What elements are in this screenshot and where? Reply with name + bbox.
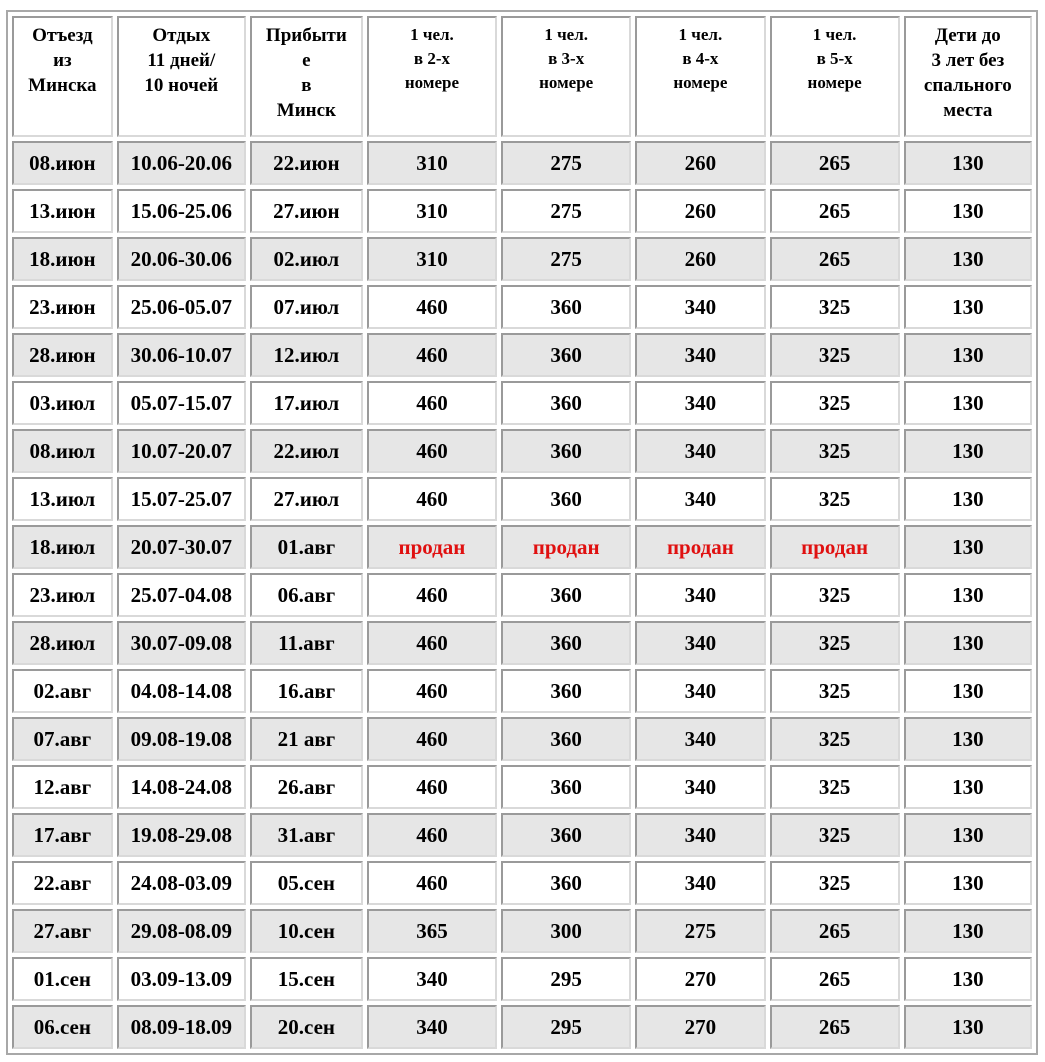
price-double-cell: 460 <box>367 621 497 665</box>
price-triple-cell: продан <box>501 525 631 569</box>
price-triple-cell: 360 <box>501 861 631 905</box>
price-quad-cell: 340 <box>635 573 765 617</box>
price-children-cell: 130 <box>904 765 1032 809</box>
price-children-cell: 130 <box>904 285 1032 329</box>
price-children-cell: 130 <box>904 189 1032 233</box>
table-row <box>12 1005 1032 1049</box>
table-row <box>12 189 1032 233</box>
table-row <box>12 717 1032 761</box>
table-row <box>12 285 1032 329</box>
departure-date-cell: 28.июл <box>12 621 113 665</box>
arrival-date-cell: 15.сен <box>250 957 363 1001</box>
arrival-date-cell: 17.июл <box>250 381 363 425</box>
price-double-cell: 460 <box>367 573 497 617</box>
header-row <box>12 16 1032 137</box>
price-double-cell: продан <box>367 525 497 569</box>
table-row <box>12 573 1032 617</box>
price-double-cell: 460 <box>367 285 497 329</box>
price-triple-cell: 360 <box>501 717 631 761</box>
header-label: 1 чел. в 3-х номере <box>539 25 594 92</box>
header-label: 1 чел. в 5-х номере <box>807 25 862 92</box>
price-double-cell: 460 <box>367 861 497 905</box>
price-children-cell: 130 <box>904 861 1032 905</box>
price-triple-cell: 360 <box>501 621 631 665</box>
table-row <box>12 813 1032 857</box>
arrival-date-cell: 16.авг <box>250 669 363 713</box>
price-triple-cell: 360 <box>501 573 631 617</box>
header-children-under-3 <box>904 16 1032 137</box>
price-quad-cell: 340 <box>635 861 765 905</box>
table-row <box>12 477 1032 521</box>
price-five-cell: 325 <box>770 717 900 761</box>
arrival-date-cell: 10.сен <box>250 909 363 953</box>
price-five-cell: 265 <box>770 957 900 1001</box>
price-double-cell: 460 <box>367 429 497 473</box>
price-triple-cell: 360 <box>501 765 631 809</box>
arrival-date-cell: 31.авг <box>250 813 363 857</box>
price-quad-cell: 260 <box>635 237 765 281</box>
price-double-cell: 310 <box>367 237 497 281</box>
table-row <box>12 141 1032 185</box>
price-triple-cell: 300 <box>501 909 631 953</box>
price-children-cell: 130 <box>904 909 1032 953</box>
header-label: Отдых 11 дней/ 10 ночей <box>144 25 219 96</box>
price-double-cell: 460 <box>367 381 497 425</box>
rest-period-cell: 09.08-19.08 <box>117 717 246 761</box>
rest-period-cell: 24.08-03.09 <box>117 861 246 905</box>
header-label: Прибыти е в Минск <box>265 25 347 121</box>
header-price-five-bed-room <box>770 16 900 137</box>
price-double-cell: 460 <box>367 765 497 809</box>
price-five-cell: 325 <box>770 381 900 425</box>
price-triple-cell: 295 <box>501 1005 631 1049</box>
price-five-cell: 325 <box>770 621 900 665</box>
rest-period-cell: 10.06-20.06 <box>117 141 246 185</box>
header-price-double-room <box>367 16 497 137</box>
departure-date-cell: 28.июн <box>12 333 113 377</box>
arrival-date-cell: 05.сен <box>250 861 363 905</box>
rest-period-cell: 14.08-24.08 <box>117 765 246 809</box>
price-quad-cell: 340 <box>635 813 765 857</box>
arrival-date-cell: 22.июн <box>250 141 363 185</box>
price-quad-cell: 340 <box>635 717 765 761</box>
price-double-cell: 340 <box>367 1005 497 1049</box>
price-triple-cell: 360 <box>501 669 631 713</box>
rest-period-cell: 30.07-09.08 <box>117 621 246 665</box>
price-double-cell: 365 <box>367 909 497 953</box>
table-row <box>12 765 1032 809</box>
price-quad-cell: 340 <box>635 333 765 377</box>
departure-date-cell: 13.июл <box>12 477 113 521</box>
price-table-body <box>12 141 1032 1049</box>
price-double-cell: 310 <box>367 141 497 185</box>
departure-date-cell: 13.июн <box>12 189 113 233</box>
price-five-cell: 265 <box>770 1005 900 1049</box>
price-five-cell: 265 <box>770 189 900 233</box>
price-quad-cell: 270 <box>635 1005 765 1049</box>
price-quad-cell: 340 <box>635 381 765 425</box>
price-children-cell: 130 <box>904 429 1032 473</box>
arrival-date-cell: 20.сен <box>250 1005 363 1049</box>
arrival-date-cell: 11.авг <box>250 621 363 665</box>
price-children-cell: 130 <box>904 141 1032 185</box>
header-label: 1 чел. в 2-х номере <box>404 25 459 92</box>
price-five-cell: 325 <box>770 765 900 809</box>
departure-date-cell: 17.авг <box>12 813 113 857</box>
price-five-cell: 265 <box>770 141 900 185</box>
rest-period-cell: 20.07-30.07 <box>117 525 246 569</box>
price-five-cell: 325 <box>770 429 900 473</box>
price-children-cell: 130 <box>904 957 1032 1001</box>
price-double-cell: 460 <box>367 477 497 521</box>
rest-period-cell: 25.07-04.08 <box>117 573 246 617</box>
header-label: Дети до 3 лет без спального места <box>923 25 1012 121</box>
price-quad-cell: 340 <box>635 621 765 665</box>
table-row <box>12 237 1032 281</box>
price-five-cell: 325 <box>770 333 900 377</box>
price-quad-cell: 340 <box>635 765 765 809</box>
price-children-cell: 130 <box>904 525 1032 569</box>
price-triple-cell: 360 <box>501 381 631 425</box>
price-triple-cell: 360 <box>501 813 631 857</box>
rest-period-cell: 10.07-20.07 <box>117 429 246 473</box>
table-row <box>12 957 1032 1001</box>
price-triple-cell: 275 <box>501 189 631 233</box>
departure-date-cell: 22.авг <box>12 861 113 905</box>
price-quad-cell: 260 <box>635 141 765 185</box>
price-table-header <box>12 16 1032 137</box>
departure-date-cell: 06.сен <box>12 1005 113 1049</box>
arrival-date-cell: 22.июл <box>250 429 363 473</box>
table-row <box>12 525 1032 569</box>
price-five-cell: 325 <box>770 477 900 521</box>
arrival-date-cell: 27.июл <box>250 477 363 521</box>
arrival-date-cell: 12.июл <box>250 333 363 377</box>
arrival-date-cell: 07.июл <box>250 285 363 329</box>
price-quad-cell: 340 <box>635 477 765 521</box>
table-row <box>12 909 1032 953</box>
price-triple-cell: 275 <box>501 237 631 281</box>
header-label: 1 чел. в 4-х номере <box>673 25 728 92</box>
price-quad-cell: 260 <box>635 189 765 233</box>
rest-period-cell: 04.08-14.08 <box>117 669 246 713</box>
departure-date-cell: 18.июн <box>12 237 113 281</box>
departure-date-cell: 08.июл <box>12 429 113 473</box>
price-five-cell: 325 <box>770 285 900 329</box>
price-triple-cell: 360 <box>501 333 631 377</box>
departure-date-cell: 23.июл <box>12 573 113 617</box>
price-children-cell: 130 <box>904 381 1032 425</box>
departure-date-cell: 23.июн <box>12 285 113 329</box>
header-rest-period <box>117 16 246 137</box>
price-table <box>8 12 1036 1053</box>
departure-date-cell: 08.июн <box>12 141 113 185</box>
table-row <box>12 669 1032 713</box>
price-five-cell: 265 <box>770 237 900 281</box>
price-children-cell: 130 <box>904 813 1032 857</box>
header-price-triple-room <box>501 16 631 137</box>
arrival-date-cell: 01.авг <box>250 525 363 569</box>
price-triple-cell: 275 <box>501 141 631 185</box>
price-five-cell: 325 <box>770 669 900 713</box>
price-double-cell: 310 <box>367 189 497 233</box>
price-triple-cell: 295 <box>501 957 631 1001</box>
table-row <box>12 429 1032 473</box>
price-double-cell: 460 <box>367 813 497 857</box>
departure-date-cell: 27.авг <box>12 909 113 953</box>
price-quad-cell: 340 <box>635 429 765 473</box>
rest-period-cell: 15.07-25.07 <box>117 477 246 521</box>
price-five-cell: продан <box>770 525 900 569</box>
price-children-cell: 130 <box>904 573 1032 617</box>
rest-period-cell: 03.09-13.09 <box>117 957 246 1001</box>
arrival-date-cell: 26.авг <box>250 765 363 809</box>
rest-period-cell: 30.06-10.07 <box>117 333 246 377</box>
table-row <box>12 861 1032 905</box>
price-double-cell: 340 <box>367 957 497 1001</box>
price-children-cell: 130 <box>904 477 1032 521</box>
header-label: Отъезд из Минска <box>28 25 97 96</box>
rest-period-cell: 19.08-29.08 <box>117 813 246 857</box>
price-children-cell: 130 <box>904 621 1032 665</box>
price-children-cell: 130 <box>904 237 1032 281</box>
table-row <box>12 381 1032 425</box>
table-row <box>12 621 1032 665</box>
price-children-cell: 130 <box>904 333 1032 377</box>
price-five-cell: 265 <box>770 909 900 953</box>
price-quad-cell: 340 <box>635 285 765 329</box>
arrival-date-cell: 27.июн <box>250 189 363 233</box>
departure-date-cell: 12.авг <box>12 765 113 809</box>
rest-period-cell: 29.08-08.09 <box>117 909 246 953</box>
price-quad-cell: 340 <box>635 669 765 713</box>
price-five-cell: 325 <box>770 813 900 857</box>
price-triple-cell: 360 <box>501 429 631 473</box>
price-children-cell: 130 <box>904 717 1032 761</box>
arrival-date-cell: 21 авг <box>250 717 363 761</box>
header-price-quad-room <box>635 16 765 137</box>
departure-date-cell: 18.июл <box>12 525 113 569</box>
price-double-cell: 460 <box>367 333 497 377</box>
price-children-cell: 130 <box>904 669 1032 713</box>
price-triple-cell: 360 <box>501 477 631 521</box>
arrival-date-cell: 02.июл <box>250 237 363 281</box>
rest-period-cell: 05.07-15.07 <box>117 381 246 425</box>
header-arrival-minsk <box>250 16 363 137</box>
departure-date-cell: 02.авг <box>12 669 113 713</box>
price-five-cell: 325 <box>770 573 900 617</box>
price-quad-cell: 270 <box>635 957 765 1001</box>
departure-date-cell: 07.авг <box>12 717 113 761</box>
rest-period-cell: 15.06-25.06 <box>117 189 246 233</box>
rest-period-cell: 25.06-05.07 <box>117 285 246 329</box>
header-departure-minsk <box>12 16 113 137</box>
departure-date-cell: 03.июл <box>12 381 113 425</box>
rest-period-cell: 20.06-30.06 <box>117 237 246 281</box>
rest-period-cell: 08.09-18.09 <box>117 1005 246 1049</box>
price-quad-cell: 275 <box>635 909 765 953</box>
price-quad-cell: продан <box>635 525 765 569</box>
departure-date-cell: 01.сен <box>12 957 113 1001</box>
price-double-cell: 460 <box>367 717 497 761</box>
price-children-cell: 130 <box>904 1005 1032 1049</box>
price-triple-cell: 360 <box>501 285 631 329</box>
arrival-date-cell: 06.авг <box>250 573 363 617</box>
price-double-cell: 460 <box>367 669 497 713</box>
table-row <box>12 333 1032 377</box>
price-five-cell: 325 <box>770 861 900 905</box>
